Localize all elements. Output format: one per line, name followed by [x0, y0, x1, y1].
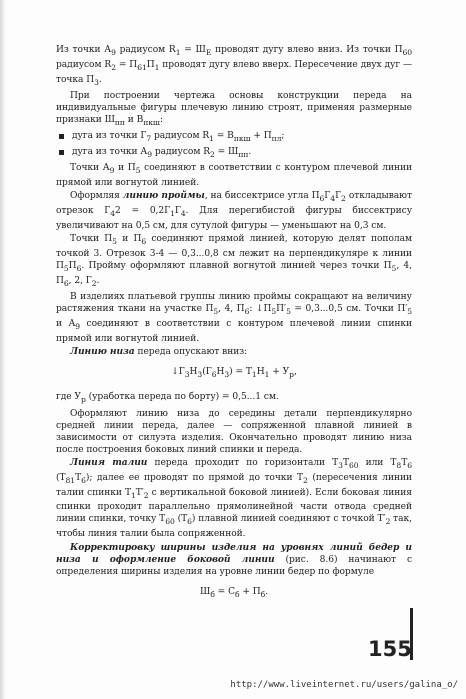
paragraph-10: Линия талии переда проходит по горизонтали $Т_3Т_{60}$ или $Т_8Т_6$ $(Т_{81}Т_6)$; далее ее проводят по прямой до точки $Т_2$ (пересечения линии талии спинки $Т_1Т'_2$ с вертикальной боковой линией). Если боковая линия спинки проходит параллельно прямолинейной части отвода средней линии спинки, точку $Т_{60}$ $(Т_6)$ плавной линией соединяют с точкой $Т'_2$ так, чтобы линия талии была сопряженной.: [56, 457, 413, 540]
paragraph-6: В изделиях платьевой группы линию проймы сокращают на величину растяжения ткани на участке $П_5$, 4, $П_6$: $↓П_5П'_5 = 0,3...0,5$ см. Точки $П'_5$ и $А_9$ соединяют в соответствии с контуром плечевой линии спинки прямой или вогнутой линией.: [56, 292, 412, 344]
emphasis-waist: Линия талии: [70, 457, 148, 468]
bullet-item-2: дуга из точки $А_9$ радиусом $R_2 = Ш_{пп}$.: [56, 146, 412, 161]
footer-url: http://www.liveinternet.ru/users/galina_o/: [230, 680, 458, 690]
paragraph-5: Точки $П_5$ и $П_6$ соединяют прямой линией, которую делят пополам точкой 3. Отрезок 3-4 — 0,3...0,8 см лежит на перпендикуляре к линии $П_5П_6$. Пройму оформляют плавной вогнутой линией через точки $П_5$, 4, $П_6$, 2, $Г_2$.: [56, 234, 412, 288]
emphasis-width-correction: Корректировку ширины изделия на уровнях линий бедер и низа и оформление боковой линии: [56, 541, 412, 565]
paragraph-4: Оформляя линию проймы, на биссектрисе угла $П_6Г_4Г_2$ откладывают отрезок $Г_42 = 0,2Г_1Г_4$. Для перегибистой фигуры биссектрису увеличивают на 0,5 см, для сутулой фигуры — уменьшают на 0,3 см.: [56, 190, 412, 231]
bullet-item-1: дуга из точки $Г_7$ радиусом $R_1 = В_{пкш} + П_{пл}$;: [56, 130, 412, 145]
paragraph-1: Из точки $А_9$ радиусом $R_1 = Ш_Е$ проводят дугу влево вниз. Из точки $П_{60}$ радиусом $R_2 = П_{61}П_1$ проводят дугу влево вверх. Пересечение двух дуг — точка $П_3$.: [56, 45, 413, 87]
formula-hip-width: $Ш_б = С_б + П_б$.: [199, 586, 269, 599]
emphasis-armhole: линию проймы: [122, 190, 205, 202]
emphasis-hem: Линию низа: [70, 346, 135, 358]
paragraph-3: Точки $А_9$ и $П_5$ соединяют в соответствии с контуром плечевой линии прямой или вогнутой линией.: [56, 162, 412, 188]
page-text: [56, 44, 412, 611]
paragraph-11: Корректировку ширины изделия на уровнях линий бедер и низа и оформление боковой линии (рис. 8.6) начинают с определения ширины изделия на уровне линии бедер по формуле: [56, 541, 412, 577]
formula-hem: $↓Г_3Н_3(Г_6Н_3) = Т_1Н_1 + У_р$,: [171, 367, 297, 380]
paragraph-7: Линию низа переда опускают вниз:: [70, 346, 248, 358]
page-number: 155: [368, 637, 412, 661]
paragraph-2: При построении чертежа основы конструкции переда на индивидуальные фигуры плечевую линию строят, применяя размерные признаки $Ш_{пп}$ и $В_{пкш}$:: [56, 90, 412, 127]
paragraph-9: Оформляют линию низа до середины детали перпендикулярно средней линии переда, далее — сопряженной плавной линией в зависимости от силуэта изделия. Окончательно проводят линию низа после построения боковых линий спинки и переда.: [56, 408, 412, 455]
scan-shadow: [0, 0, 6, 699]
paragraph-8: где $У_р$ (уработка переда по борту) = 0,5...1 см.: [56, 392, 279, 404]
